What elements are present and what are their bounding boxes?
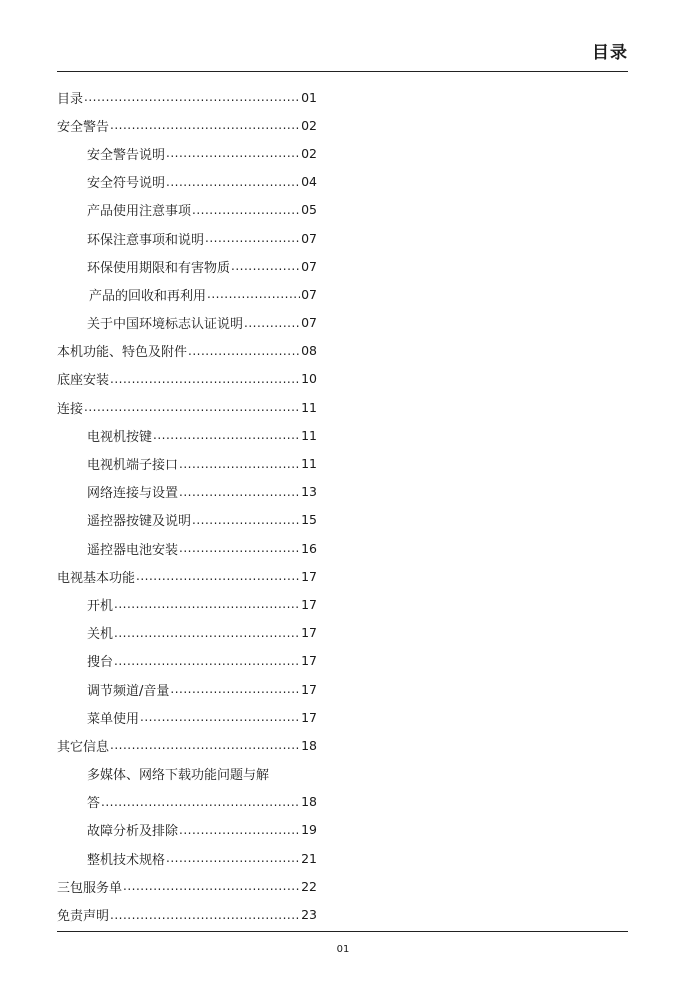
toc-dot-leader [110,738,300,752]
toc-dot-leader [110,908,300,922]
toc-entry-page: 18 [301,794,317,810]
toc-entry [57,731,317,759]
toc-entry-title: 遥控器电池安装 [87,542,179,558]
toc-entry-page: 19 [301,822,317,838]
table-of-contents [57,83,317,929]
toc-dot-leader [179,541,300,555]
toc-entry [57,872,317,900]
toc-dot-leader [114,626,300,640]
toc-entry [57,421,317,449]
toc-entry-page: 17 [301,625,317,641]
toc-dot-leader [166,851,300,865]
toc-entry-page: 02 [301,145,317,161]
toc-entry [57,224,317,252]
toc-entry-title: 安全警告说明 [87,147,166,163]
toc-entry-page: 07 [301,230,317,246]
toc-entry [57,449,317,477]
toc-entry-title: 开机 [87,598,114,614]
toc-dot-leader [84,400,300,414]
toc-entry-title: 三包服务单 [57,880,123,896]
toc-entry-title: 连接 [57,401,84,417]
toc-entry-title: 环保注意事项和说明 [87,232,205,248]
toc-entry [57,562,317,590]
toc-entry [57,844,317,872]
toc-dot-leader [166,146,300,160]
toc-dot-leader [192,203,300,217]
toc-entry [57,393,317,421]
toc-entry [57,139,317,167]
toc-entry [57,111,317,139]
toc-entry [57,675,317,703]
toc-entry-title: 底座安装 [57,373,110,389]
toc-entry-page: 17 [301,568,317,584]
toc-entry [57,816,317,844]
toc-dot-leader [110,118,300,132]
page-title: 目录 [592,43,628,63]
toc-entry [57,534,317,562]
toc-dot-leader [231,259,300,273]
toc-entry [57,703,317,731]
toc-entry-title: 免责声明 [57,909,110,925]
toc-dot-leader [207,287,300,301]
toc-entry-page: 02 [301,117,317,133]
toc-entry-title: 其它信息 [57,739,110,755]
toc-dot-leader [114,597,300,611]
toc-entry-title: 电视机按键 [87,429,153,445]
toc-entry-page: 11 [301,456,317,472]
toc-entry-page: 18 [301,737,317,753]
toc-entry-page: 17 [301,596,317,612]
toc-entry-page: 17 [301,653,317,669]
toc-entry-title: 遥控器按键及说明 [87,514,192,530]
toc-entry-page: 13 [301,484,317,500]
toc-dot-leader [114,654,300,668]
toc-dot-leader [140,710,300,724]
toc-entry-title: 调节频道/音量 [87,683,170,699]
toc-entry [57,478,317,506]
toc-entry-title: 本机功能、特色及附件 [57,345,188,361]
toc-entry-page: 23 [301,907,317,923]
footer-rule [57,931,628,932]
toc-entry [57,309,317,337]
toc-entry-page: 04 [301,174,317,190]
toc-entry [57,506,317,534]
toc-entry-title: 答 [87,796,101,812]
toc-entry-title: 环保使用期限和有害物质 [87,260,231,276]
toc-entry-page: 17 [301,709,317,725]
toc-entry-page: 07 [301,315,317,331]
toc-entry-title: 整机技术规格 [87,852,166,868]
toc-entry [57,196,317,224]
toc-entry-page: 22 [301,878,317,894]
toc-entry-page: 07 [301,258,317,274]
toc-entry-title: 安全警告 [57,119,110,135]
toc-entry [57,337,317,365]
toc-entry-page: 11 [301,427,317,443]
toc-entry [57,900,317,928]
toc-entry-page: 10 [301,371,317,387]
toc-entry-title: 关于中国环境标志认证说明 [87,317,244,333]
footer-page-number: 01 [336,944,350,955]
toc-dot-leader [179,823,300,837]
toc-entry [57,83,317,111]
toc-entry [57,788,317,816]
toc-entry-page: 05 [301,202,317,218]
toc-entry-title: 故障分析及排除 [87,824,179,840]
toc-entry-page: 21 [301,850,317,866]
toc-entry-title: 目录 [57,91,84,107]
toc-entry-page: 15 [301,512,317,528]
toc-dot-leader [136,569,300,583]
toc-entry-page: 11 [301,399,317,415]
toc-entry [57,619,317,647]
header-rule [57,71,628,72]
toc-entry [57,590,317,618]
toc-entry-title: 电视基本功能 [57,570,136,586]
toc-entry [57,252,317,280]
toc-entry-title: 多媒体、网络下载功能问题与解 [87,768,270,784]
toc-dot-leader [101,795,300,809]
toc-entry-title: 产品使用注意事项 [87,204,192,220]
toc-dot-leader [179,457,300,471]
toc-dot-leader [84,90,300,104]
toc-dot-leader [244,316,300,330]
toc-dot-leader [166,175,300,189]
toc-entry-page: 01 [301,89,317,105]
toc-entry [57,365,317,393]
toc-entry-page: 08 [301,343,317,359]
toc-entry [57,280,317,308]
toc-entry [57,168,317,196]
toc-entry-page: 07 [301,286,317,302]
toc-dot-leader [188,344,300,358]
toc-dot-leader [205,231,300,245]
toc-dot-leader [110,372,300,386]
toc-dot-leader [170,682,300,696]
toc-dot-leader [192,513,300,527]
toc-entry-page: 16 [301,540,317,556]
toc-entry [57,760,317,788]
toc-entry-title: 产品的回收和再利用 [89,288,207,304]
toc-entry-title: 搜台 [87,655,114,671]
toc-entry [57,647,317,675]
toc-entry-title: 网络连接与设置 [87,486,179,502]
toc-entry-title: 安全符号说明 [87,176,166,192]
toc-entry-page: 17 [301,681,317,697]
toc-dot-leader [123,879,300,893]
toc-entry-title: 电视机端子接口 [87,458,179,474]
toc-dot-leader [153,428,300,442]
toc-dot-leader [179,485,300,499]
toc-entry-title: 菜单使用 [87,711,140,727]
toc-entry-title: 关机 [87,627,114,643]
